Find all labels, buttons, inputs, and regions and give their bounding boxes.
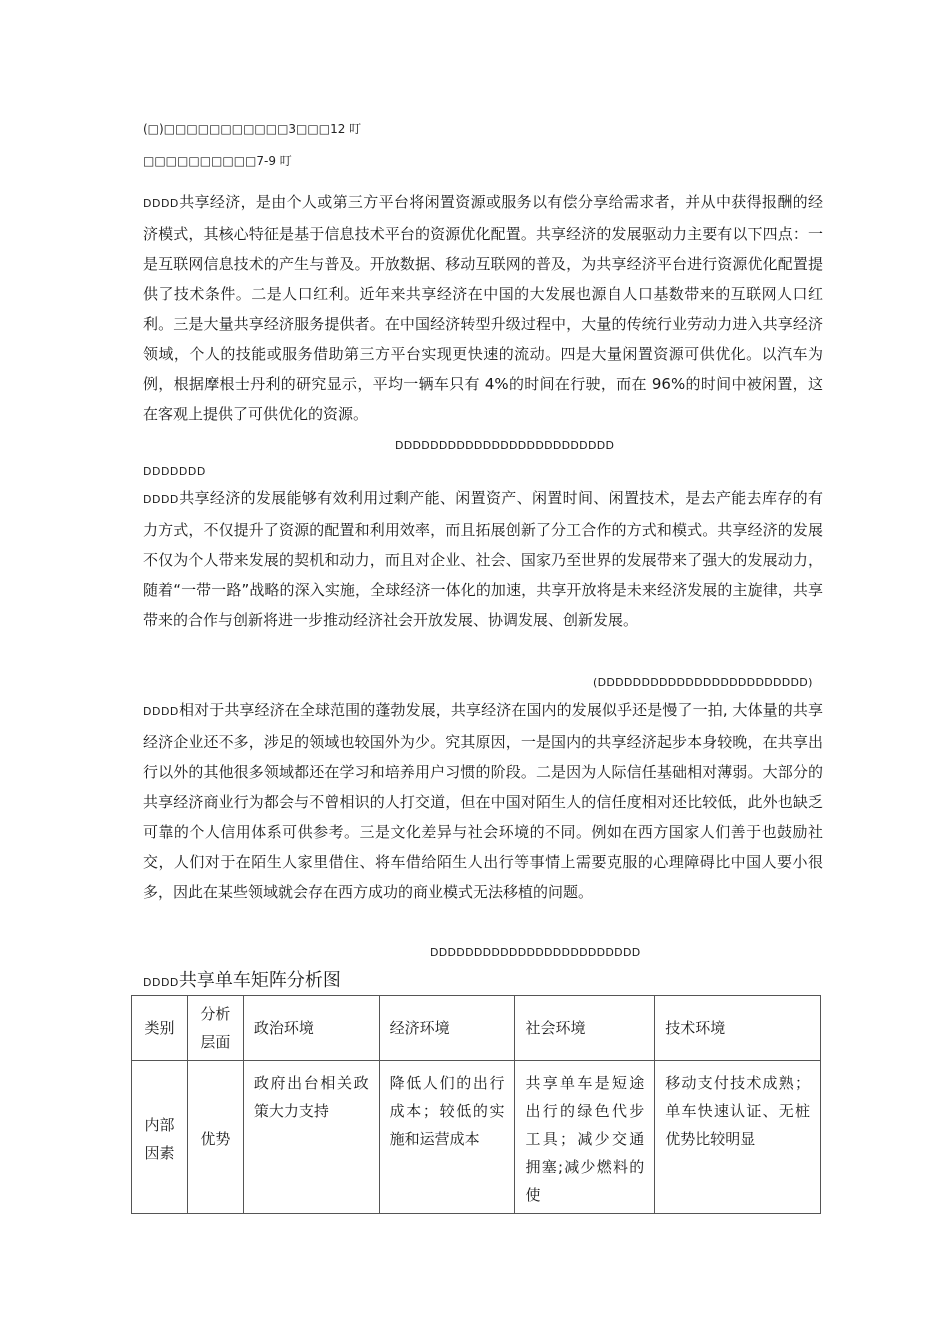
paragraph-2-lead: DDDD <box>143 493 179 506</box>
paragraph-2-text: 共享经济的发展能够有效利用过剩产能、闲置资产、闲置时间、闲置技术，是去产能去库存的有力方式，不仅提升了资源的配置和利用效率，而且拓展创新了分工合作的方式和模式。共享经济的发展不仅为个人带来发展的契机和动力，而且对企业、社会、国家乃至世界的发展带来了强大的发展动力，随着“一带一路”战略的深入实施，全球经济一体化的加速，共享开放将是未来经济发展的主旋律，共享带来的合作与创新将进一步推动经济社会开放发展、协调发展、创新发展。 <box>143 489 823 629</box>
source-line-1b: DDDDDDD <box>143 465 206 478</box>
row-category <box>132 1061 188 1214</box>
row-social: 共享单车是短途出行的绿色代步工具；减少交通拥塞;减少燃料的使 <box>515 1061 655 1214</box>
header-political: 政治环境 <box>243 996 379 1061</box>
header-level-line-1: 分析 <box>200 1005 231 1023</box>
row-economic: 降低人们的出行成本；较低的实施和运营成本 <box>379 1061 515 1214</box>
table-header-row <box>132 996 821 1061</box>
header-level-line-2: 层面 <box>200 1033 231 1051</box>
row-category-line-1: 内部 <box>144 1116 175 1134</box>
header-social: 社会环境 <box>515 996 655 1061</box>
paragraph-2 <box>143 483 823 635</box>
header-level <box>187 996 243 1061</box>
source-line-1: DDDDDDDDDDDDDDDDDDDDDDDDD <box>395 439 615 452</box>
header-category: 类别 <box>132 996 188 1061</box>
table-title-lead: DDDD <box>143 976 179 989</box>
paragraph-1 <box>143 187 823 429</box>
source-line-3: DDDDDDDDDDDDDDDDDDDDDDDD <box>430 946 641 959</box>
table-title <box>143 968 341 996</box>
paragraph-3-text: 相对于共享经济在全球范围的蓬勃发展，共享经济在国内的发展似乎还是慢了一拍, 大体量的共享经济企业还不多，涉足的领域也较国外为少。究其原因，一是国内的共享经济起步本身较晚，在共享出行以外的其他很多领域都还在学习和培养用户习惯的阶段。二是因为人际信任基础相对薄弱。大部分的共享经济商业行为都会与不曾相识的人打交道，但在中国对陌生人的信任度相对还比较低，此外也缺乏可靠的个人信用体系可供参考。三是文化差异与社会环境的不同。例如在西方国家人们善于也鼓励社交，人们对于在陌生人家里借住、将车借给陌生人出行等事情上需要克服的心理障碍比中国人要小很多，因此在某些领域就会存在西方成功的商业模式无法移植的问题。 <box>143 701 823 901</box>
table-title-text: 共享单车矩阵分析图 <box>178 970 341 991</box>
header-technology: 技术环境 <box>655 996 821 1061</box>
paragraph-3 <box>143 695 823 907</box>
header-line-1: (□)□□□□□□□□□□□3□□□12 叮 <box>143 122 362 136</box>
header-economic: 经济环境 <box>379 996 515 1061</box>
row-category-line-2: 因素 <box>144 1144 175 1162</box>
source-line-2: (DDDDDDDDDDDDDDDDDDDDDDDD) <box>593 676 813 689</box>
header-line-2: □□□□□□□□□□7-9 叮 <box>143 154 292 168</box>
paragraph-1-text: 共享经济，是由个人或第三方平台将闲置资源或服务以有偿分享给需求者，并从中获得报酬的经济模式，其核心特征是基于信息技术平台的资源优化配置。共享经济的发展驱动力主要有以下四点：一是互联网信息技术的产生与普及。开放数据、移动互联网的普及，为共享经济平台进行资源优化配置提供了技术条件。二是人口红利。近年来共享经济在中国的大发展也源自人口基数带来的互联网人口红利。三是大量共享经济服务提供者。在中国经济转型升级过程中，大量的传统行业劳动力进入共享经济领域，个人的技能或服务借助第三方平台实现更快速的流动。四是大量闲置资源可供优化。以汽车为例，根据摩根士丹利的研究显示，平均一辆车只有 4%的时间在行驶，而在 96%的时间中被闲置，这在客观上提供了可供优化的资源。 <box>143 193 823 423</box>
row-level: 优势 <box>187 1061 243 1214</box>
paragraph-1-lead: DDDD <box>143 197 179 210</box>
table-row <box>132 1061 821 1214</box>
paragraph-3-lead: DDDD <box>143 705 179 718</box>
matrix-table <box>131 995 821 1214</box>
row-political: 政府出台相关政策大力支持 <box>243 1061 379 1214</box>
row-technology: 移动支付技术成熟；单车快速认证、无桩优势比较明显 <box>655 1061 821 1214</box>
